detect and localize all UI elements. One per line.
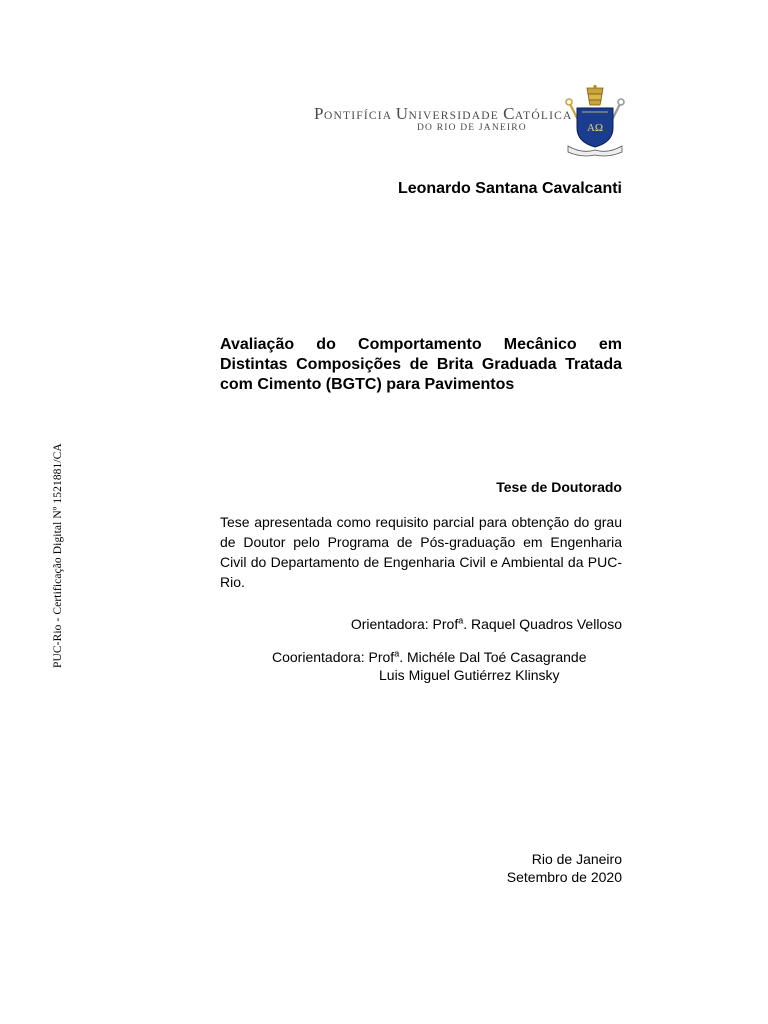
university-crest-logo (562, 84, 628, 158)
advisor-label: Orientadora: Prof (350, 616, 459, 632)
university-name-line2: DO RIO DE JANEIRO (417, 123, 527, 133)
coadvisor-label: Coorientadora: Prof (272, 649, 395, 665)
thesis-title: Avaliação do Comportamento Mecânico em Distintas Composições de Brita Graduada Tratada com Cimento (BGTC) para Pavimentos (220, 336, 622, 393)
advisor-name: . Raquel Quadros Velloso (463, 616, 622, 632)
univ-initial-p: P (314, 104, 324, 123)
univ-word-universidade: NIVERSIDADE (408, 110, 504, 122)
certification-stamp: PUC-Rio - Certificação Digital Nº 1521881/CA (52, 443, 64, 668)
city: Rio de Janeiro (531, 851, 622, 867)
date: Setembro de 2020 (506, 869, 622, 885)
university-name (314, 104, 573, 144)
univ-initial-c: C (503, 104, 515, 123)
degree-type: Tese de Doutorado (496, 479, 622, 495)
thesis-statement: Tese apresentada como requisito parcial para obtenção do grau de Doutor pelo Programa de Pós-graduação em Engenharia Civil do Departamento de Engenharia Civil e Ambiental da PUC-Rio. (220, 514, 622, 590)
advisor-sup: a (458, 615, 464, 626)
university-name-line1 (314, 104, 573, 124)
crest-alpha-omega: AΩ (586, 122, 604, 134)
coadvisor-name: . Michéle Dal Toé Casagrande (399, 649, 587, 665)
univ-word-pontificia: ONTIFÍCIA (323, 110, 396, 122)
author-name: Leonardo Santana Cavalcanti (397, 180, 622, 197)
coadvisor-second-name: Luis Miguel Gutiérrez Klinsky (379, 667, 560, 683)
coadvisor-line (272, 649, 587, 665)
univ-initial-u: U (395, 104, 409, 123)
advisor-line (351, 616, 622, 632)
coadvisor-sup: a (394, 648, 400, 659)
univ-word-catolica: ATÓLICA (514, 110, 573, 122)
